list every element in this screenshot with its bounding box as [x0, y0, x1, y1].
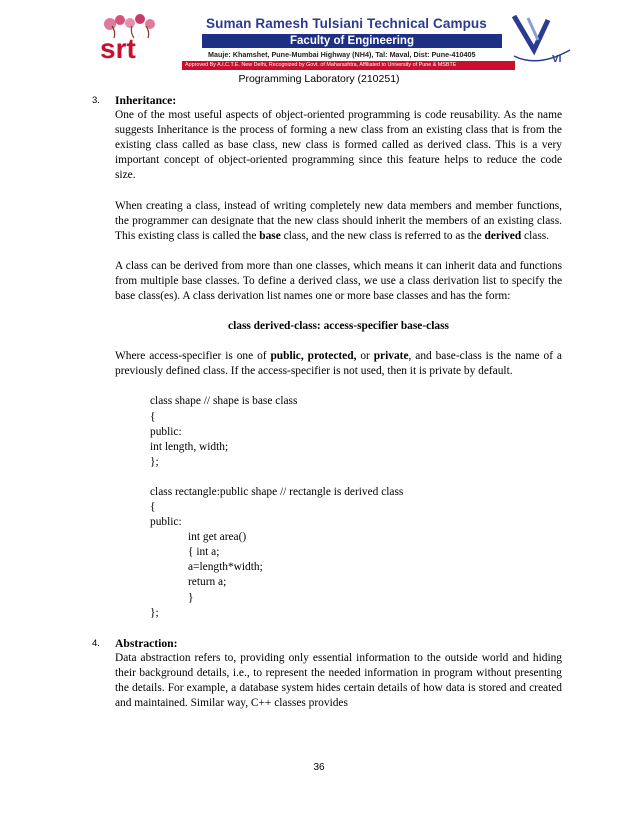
code-line: return a;	[188, 576, 227, 589]
code-line: };	[150, 455, 159, 468]
vi-logo	[508, 10, 574, 68]
inheritance-paragraph-2: When creating a class, instead of writing completely new data members and member functions, the programmer can designate that the new class should inherit the members of an existing class. This existing class is called the base class, and the new class is referred to as the derived class.	[115, 199, 562, 242]
inheritance-paragraph-3: A class can be derived from more than one classes, which means it can inherit data and functions from multiple base classes. To define a derived class, we use a class derivation list to specify the base class(es). A class derivation list names one or more base classes and has the form:	[115, 259, 562, 303]
section-title: Inheritance:	[115, 94, 177, 107]
derivation-form: class derived-class: access-specifier base-class	[228, 320, 449, 333]
code-line: class rectangle:public shape // rectangle is derived class	[150, 485, 404, 498]
section-number: 3.	[92, 95, 100, 106]
code-block-rectangle-body	[115, 530, 562, 605]
page-number: 36	[313, 762, 325, 773]
section-heading-abstraction	[92, 636, 562, 651]
code-line: };	[150, 606, 159, 619]
lab-title: Programming Laboratory (210251)	[238, 73, 400, 85]
inheritance-paragraph-4: Where access-specifier is one of public, protected, or private, and base-class is the name of a previously defined class. If the access-specifier is not used, then it is private by default.	[115, 350, 562, 378]
code-line: }	[188, 591, 194, 604]
term-public-protected: public, protected,	[270, 350, 357, 363]
abstraction-paragraph-1: Data abstraction refers to, providing only essential information to the outside world and hiding their background details, i.e., to represent the needed information in program without presenting the details. For example, a database system hides certain details of how data is stored and created and maintained. Similar way, C++ classes provides	[115, 651, 562, 710]
term-derived: derived	[484, 229, 522, 242]
code-block-rectangle	[115, 485, 562, 530]
inheritance-paragraph-1: One of the most useful aspects of object-oriented programming is code reusability. As the name suggests Inheritance is the process of forming a new class from an existing class that is from the existing class called as base class, new class is formed called as derived class. This is a very important concept of object-oriented programming since this feature helps to reduce the code size.	[115, 109, 562, 182]
code-block-shape	[115, 394, 562, 469]
code-line: public:	[150, 516, 182, 529]
code-line: public:	[150, 425, 182, 438]
faculty-banner: Faculty of Engineering	[202, 34, 502, 48]
code-line: a=length*width;	[188, 561, 263, 574]
code-line: int get area()	[188, 531, 247, 544]
code-block-rectangle-end	[115, 606, 562, 621]
code-line: class shape // shape is base class	[150, 395, 298, 408]
section-heading-inheritance	[92, 93, 562, 108]
page-content	[92, 93, 562, 711]
term-private: private	[373, 350, 409, 363]
srt-logo-graphic	[96, 14, 166, 68]
code-line: {	[150, 410, 156, 423]
srt-logo-text: srt	[100, 33, 136, 64]
campus-address: Mauje: Khamshet, Pune-Mumbai Highway (NH4), Tal: Maval, Dist: Pune-410405	[208, 50, 476, 59]
section-title: Abstraction:	[115, 636, 178, 650]
section-number: 4.	[92, 637, 100, 649]
campus-name: Suman Ramesh Tulsiani Technical Campus	[206, 16, 487, 31]
code-line: { int a;	[188, 546, 220, 559]
term-base: base	[259, 229, 281, 242]
page-header	[96, 10, 588, 70]
vi-logo-text: VI	[552, 54, 562, 65]
srt-logo	[96, 14, 166, 68]
approval-banner: Approved By A.I.C.T.E. New Delhi, Recognized by Govt. of Maharashtra, Affiliated to University of Pune & MSBTE	[182, 61, 515, 70]
code-line: {	[150, 500, 156, 513]
vi-logo-graphic	[508, 10, 574, 68]
code-line: int length, width;	[150, 440, 229, 453]
